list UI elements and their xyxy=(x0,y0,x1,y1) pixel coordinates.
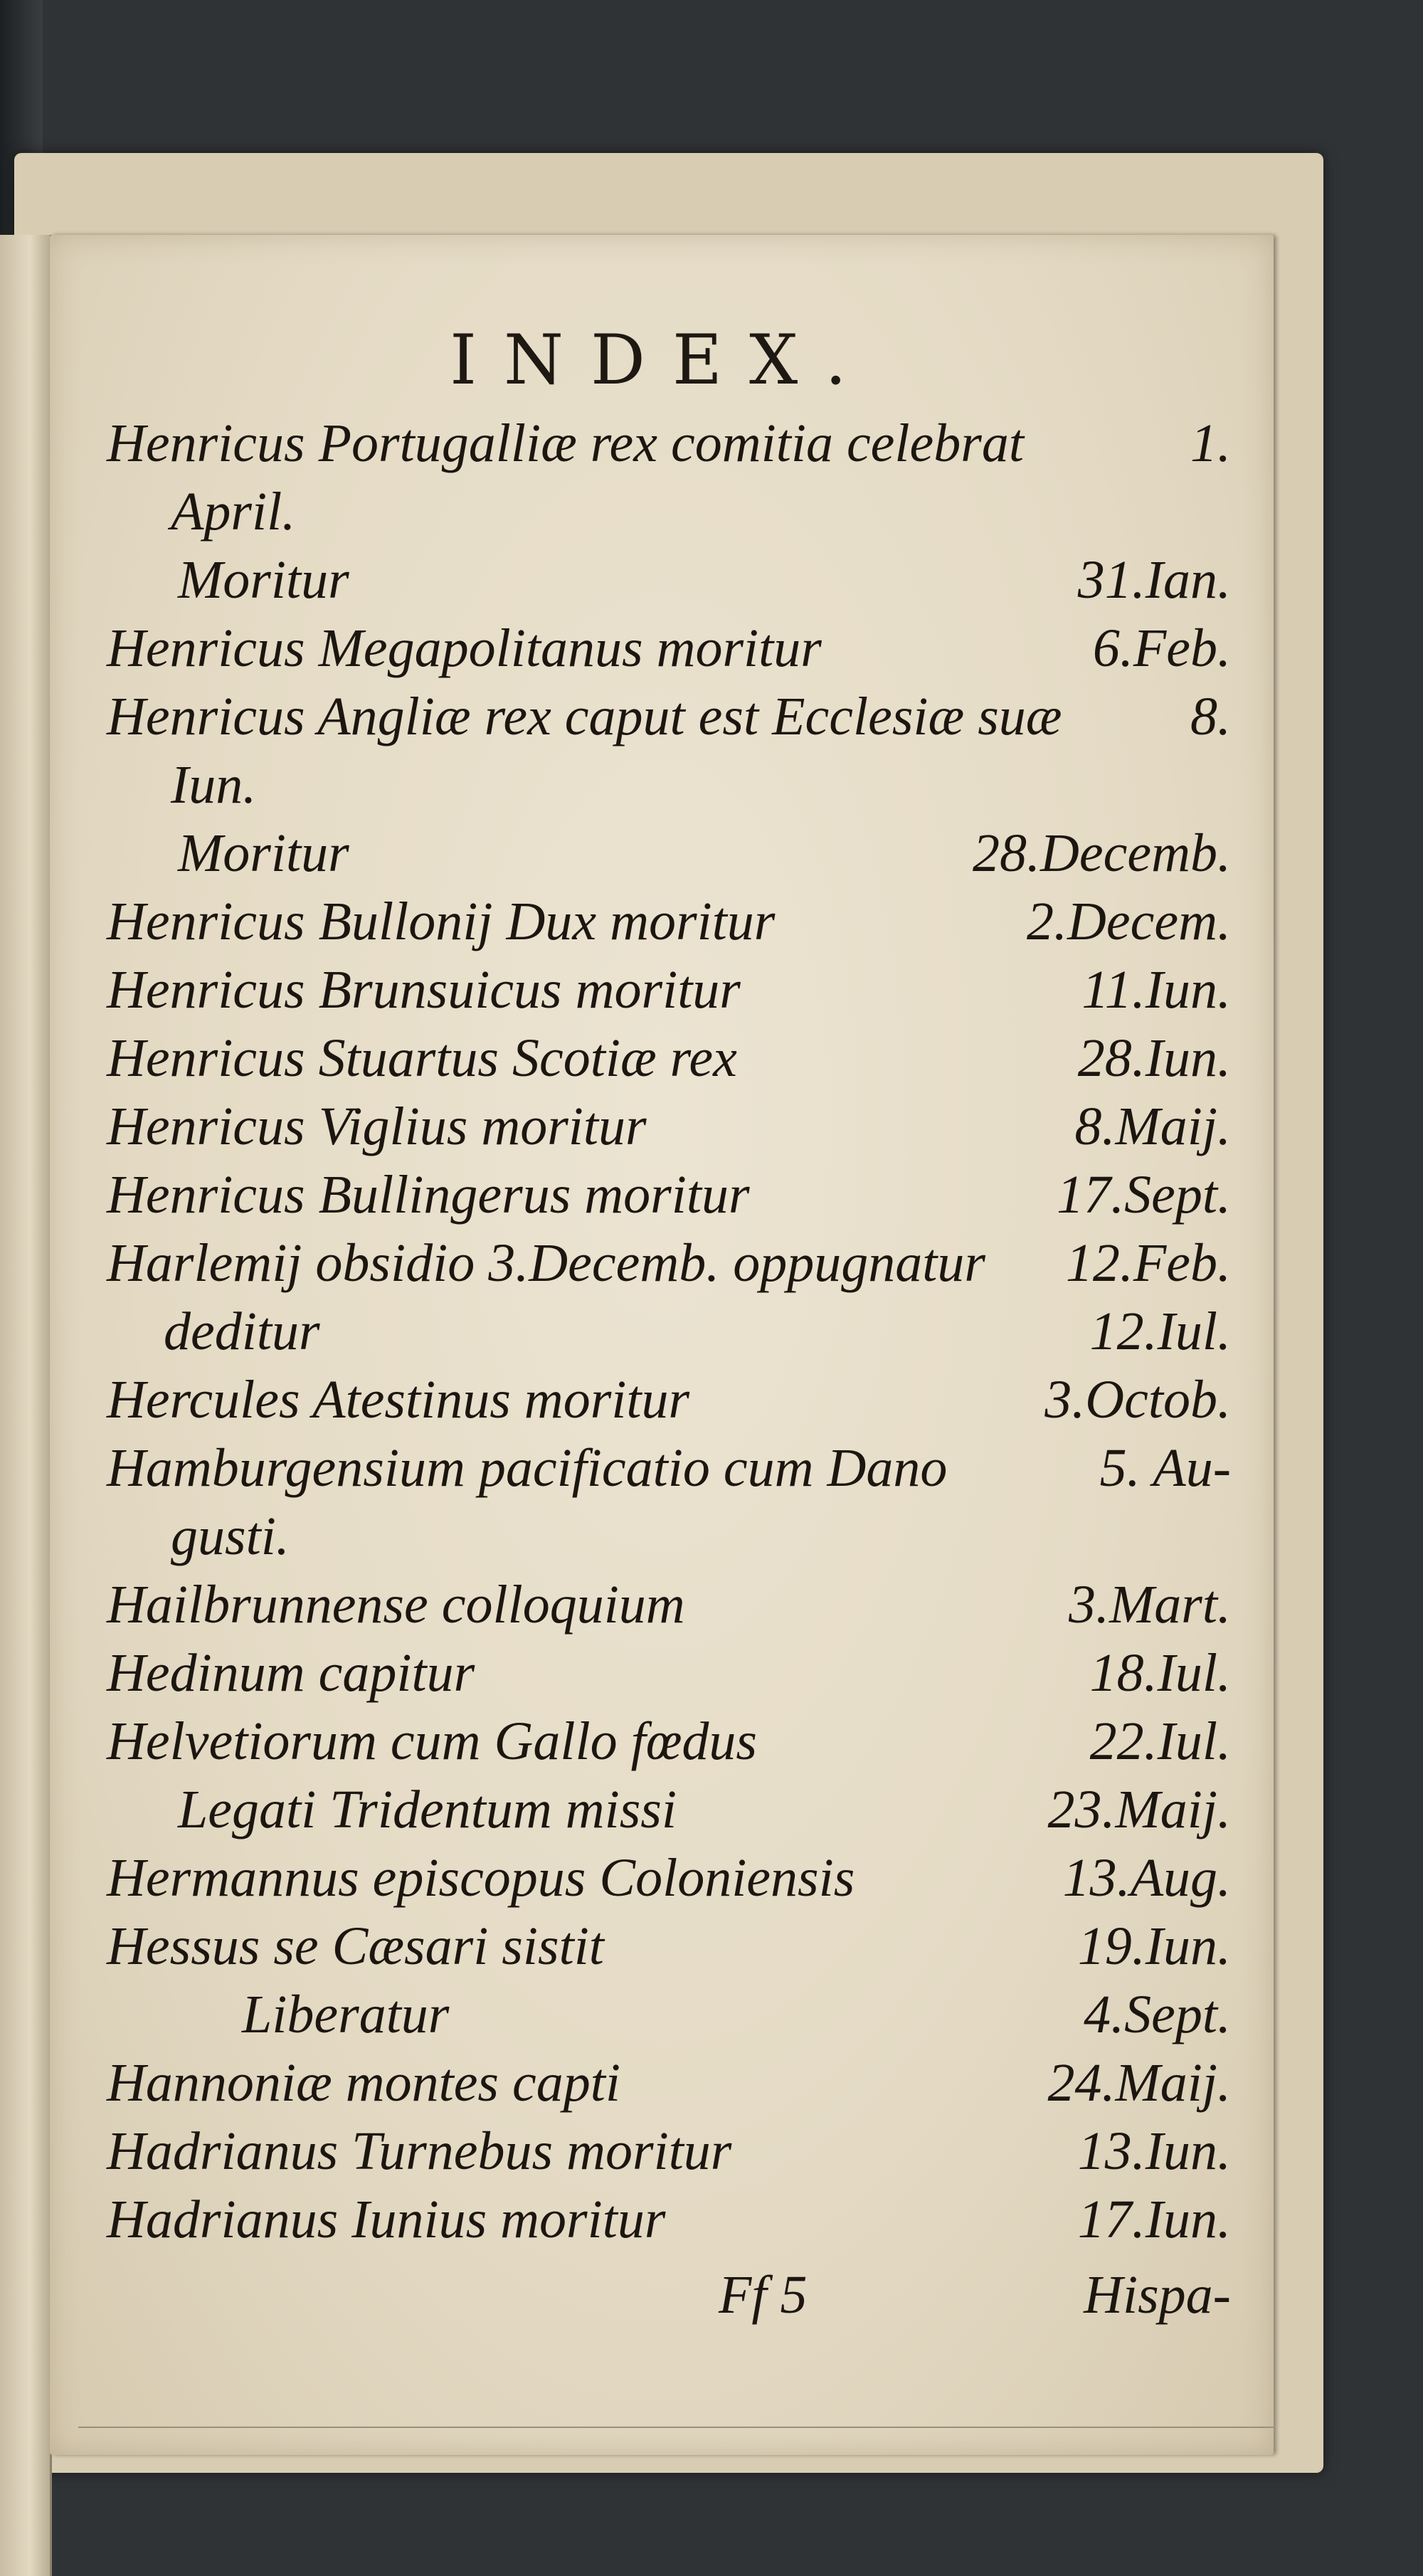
entry-date: 2.Decem. xyxy=(1027,892,1231,951)
entry-text: Henricus Bullonij Dux moritur xyxy=(107,892,776,951)
entry-text: Henricus Brunsuicus moritur xyxy=(107,960,741,1020)
entry-text: Hadrianus Turnebus moritur xyxy=(107,2121,732,2181)
signature-mark: Ff 5 xyxy=(719,2265,808,2325)
index-entry xyxy=(107,1434,1231,1502)
entry-date: 3.Octob. xyxy=(1044,1370,1231,1430)
entry-text: April. xyxy=(171,482,296,542)
entry-date: 8.Maij. xyxy=(1074,1097,1231,1156)
index-entry xyxy=(107,1980,1231,2049)
entry-date: 12.Iul. xyxy=(1089,1302,1231,1361)
entry-text: Moritur xyxy=(178,550,349,610)
entry-date: 1. xyxy=(1190,413,1231,473)
index-entry xyxy=(107,477,1231,546)
index-entry xyxy=(107,546,1231,614)
entry-text: Hedinum capitur xyxy=(107,1643,475,1703)
page-bottom-edge xyxy=(78,2427,1274,2456)
entry-text: gusti. xyxy=(171,1506,290,1566)
index-entry xyxy=(107,1639,1231,1707)
page-heading: INDEX. xyxy=(450,320,874,400)
entry-date: 28.Iun. xyxy=(1077,1028,1231,1088)
index-entry xyxy=(107,1775,1231,1844)
entry-text: Henricus Bullingerus moritur xyxy=(107,1165,750,1225)
index-entry xyxy=(107,887,1231,956)
entry-text: Hamburgensium pacificatio cum Dano xyxy=(107,1438,948,1498)
entry-text: Hercules Atestinus moritur xyxy=(107,1370,690,1430)
index-entry xyxy=(107,1161,1231,1229)
index-entry xyxy=(107,751,1231,819)
entry-date: 6.Feb. xyxy=(1092,618,1231,678)
entry-text: Hadrianus Iunius moritur xyxy=(107,2190,666,2249)
index-entry xyxy=(107,1229,1231,1297)
index-entries xyxy=(107,409,1231,2329)
entry-text: Helvetiorum cum Gallo fœdus xyxy=(107,1711,758,1771)
entry-date: 17.Iun. xyxy=(1077,2190,1231,2249)
index-entry xyxy=(107,1092,1231,1161)
index-entry xyxy=(107,1912,1231,1980)
entry-date: 31.Ian. xyxy=(1077,550,1231,610)
entry-text: Henricus Megapolitanus moritur xyxy=(107,618,822,678)
entry-text: Legati Tridentum missi xyxy=(178,1780,677,1839)
entry-text: Hannoniæ montes capti xyxy=(107,2053,620,2113)
entry-text: Liberatur xyxy=(242,1985,450,2044)
index-entry xyxy=(107,1024,1231,1092)
index-entry xyxy=(107,409,1231,477)
entry-text: Hessus se Cæsari sistit xyxy=(107,1916,604,1976)
entry-date: 13.Iun. xyxy=(1077,2121,1231,2181)
entry-text: Hailbrunnense colloquium xyxy=(107,1575,685,1635)
entry-text: Henricus Portugalliæ rex comitia celebrat xyxy=(107,413,1024,473)
entry-text: Moritur xyxy=(178,823,349,883)
entry-date: 23.Maij. xyxy=(1047,1780,1231,1839)
index-entry xyxy=(107,614,1231,682)
entry-date: 12.Feb. xyxy=(1065,1233,1231,1293)
index-entry xyxy=(107,819,1231,887)
entry-text: Henricus Angliæ rex caput est Ecclesiæ suæ xyxy=(107,687,1062,746)
entry-date: 5. Au- xyxy=(1099,1438,1231,1498)
entry-text: Hermannus episcopus Coloniensis xyxy=(107,1848,855,1908)
entry-text: Harlemij obsidio 3.Decemb. oppugnatur xyxy=(107,1233,985,1293)
catchword: Hispa- xyxy=(1084,2265,1231,2325)
index-entry xyxy=(107,956,1231,1024)
entry-date: 3.Mart. xyxy=(1069,1575,1231,1635)
entry-date: 22.Iul. xyxy=(1089,1711,1231,1771)
index-entry xyxy=(107,1707,1231,1775)
index-entry xyxy=(107,2049,1231,2117)
index-entry xyxy=(107,2117,1231,2185)
entry-text: Henricus Viglius moritur xyxy=(107,1097,647,1156)
book-page xyxy=(50,235,1274,2455)
index-entry xyxy=(107,1502,1231,1571)
index-entry xyxy=(107,1844,1231,1912)
entry-text: deditur xyxy=(164,1302,320,1361)
entry-text: Henricus Stuartus Scotiæ rex xyxy=(107,1028,737,1088)
entry-date: 4.Sept. xyxy=(1084,1985,1231,2044)
entry-date: 19.Iun. xyxy=(1077,1916,1231,1976)
entry-date: 28.Decemb. xyxy=(973,823,1231,883)
index-entry xyxy=(107,1571,1231,1639)
entry-date: 18.Iul. xyxy=(1089,1643,1231,1703)
entry-date: 17.Sept. xyxy=(1057,1165,1231,1225)
entry-date: 11.Iun. xyxy=(1081,960,1231,1020)
index-entry xyxy=(107,2185,1231,2254)
entry-date: 24.Maij. xyxy=(1047,2053,1231,2113)
left-page-edge xyxy=(0,235,52,2576)
entry-date: 13.Aug. xyxy=(1062,1848,1231,1908)
page-footer xyxy=(107,2261,1231,2329)
entry-date: 8. xyxy=(1190,687,1231,746)
index-entry xyxy=(107,1297,1231,1366)
index-entry xyxy=(107,682,1231,751)
entry-text: Iun. xyxy=(171,755,257,815)
index-entry xyxy=(107,1366,1231,1434)
